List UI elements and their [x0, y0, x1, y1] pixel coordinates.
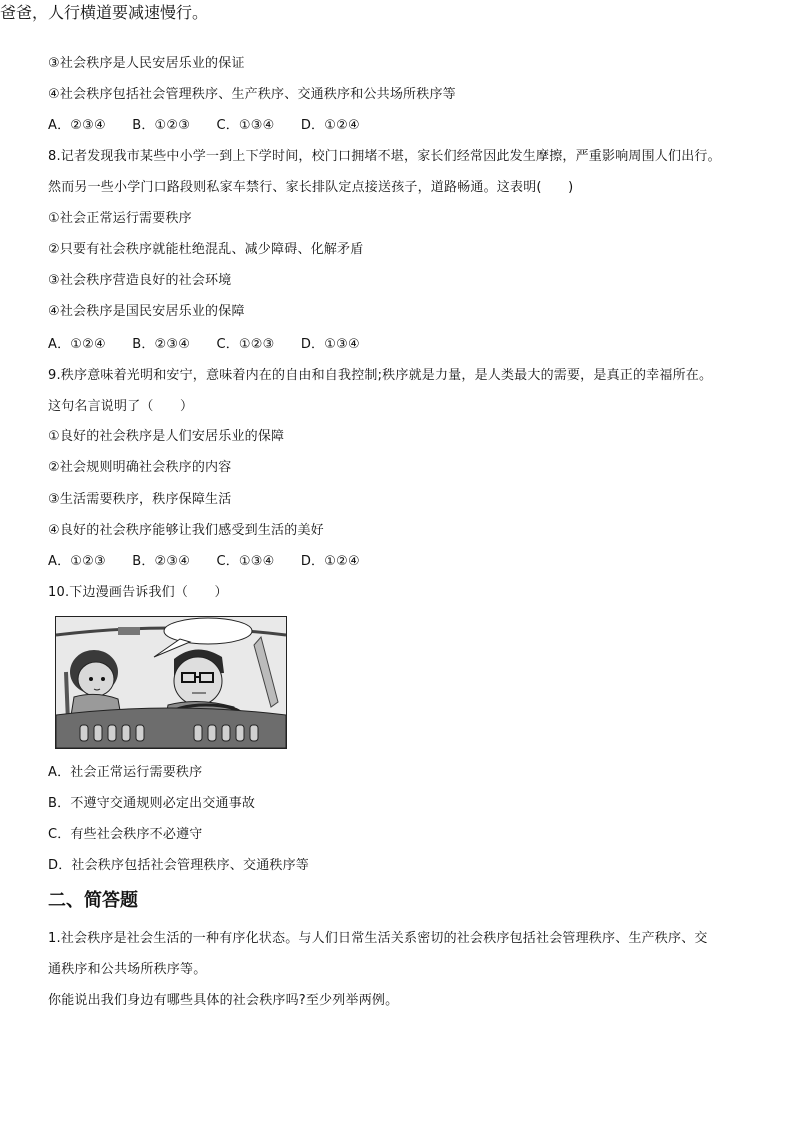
q9-stem-line-2: 这句名言说明了（ ）: [48, 399, 194, 414]
q7-option-b[interactable]: B．①②③: [132, 118, 191, 133]
q7-item-3: ③社会秩序是人民安居乐业的保证: [48, 56, 245, 71]
q9-item-2: ②社会规则明确社会秩序的内容: [48, 460, 232, 475]
q9-item-1: ①良好的社会秩序是人们安居乐业的保障: [48, 429, 285, 444]
sa1-stem-line-2: 通秩序和公共场所秩序等。: [48, 962, 207, 977]
comic-speech-bubble: 爸爸，人行横道要减速慢行。: [0, 3, 209, 22]
q8-stem-line-2: 然而另一些小学门口路段则私家车禁行、家长排队定点接送孩子，道路畅通。这表明( ): [48, 180, 574, 195]
q8-option-a[interactable]: A．①②④: [48, 337, 106, 352]
q8-options: [48, 336, 382, 354]
q8-stem-line-1: 8.记者发现我市某些中小学一到上下学时间，校门口拥堵不堪，家长们经常因此发生摩擦，严重影响周围人们出行。: [48, 149, 721, 164]
q9-item-4: ④良好的社会秩序能够让我们感受到生活的美好: [48, 523, 324, 538]
comic-illustration: [55, 616, 287, 749]
q9-option-a[interactable]: A．①②③: [48, 554, 106, 569]
comic-drawing: [56, 617, 286, 748]
q8-item-1: ①社会正常运行需要秩序: [48, 211, 192, 226]
q10-option-d[interactable]: D．社会秩序包括社会管理秩序、交通秩序等: [48, 858, 310, 873]
q8-option-d[interactable]: D．①③④: [300, 337, 360, 352]
q8-option-b[interactable]: B．②③④: [132, 337, 191, 352]
q9-option-d[interactable]: D．①②④: [300, 554, 360, 569]
q7-option-a[interactable]: A．②③④: [48, 118, 106, 133]
section-heading-short-answer: 二、简答题: [48, 890, 138, 911]
q8-item-3: ③社会秩序营造良好的社会环境: [48, 273, 232, 288]
q10-stem: 10.下边漫画告诉我们（ ）: [48, 585, 228, 600]
q10-option-a[interactable]: A．社会正常运行需要秩序: [48, 765, 203, 780]
q10-option-b[interactable]: B．不遵守交通规则必定出交通事故: [48, 796, 256, 811]
sa1-stem-line-1: 1.社会秩序是社会生活的一种有序化状态。与人们日常生活关系密切的社会秩序包括社会管理秩序、生产秩序、交: [48, 931, 708, 946]
q7-item-4: ④社会秩序包括社会管理秩序、生产秩序、交通秩序和公共场所秩序等: [48, 87, 456, 102]
q9-options: [48, 553, 382, 571]
sa1-stem-line-3: 你能说出我们身边有哪些具体的社会秩序吗?至少列举两例。: [48, 993, 399, 1008]
q8-option-c[interactable]: C．①②③: [216, 337, 275, 352]
q8-item-4: ④社会秩序是国民安居乐业的保障: [48, 304, 245, 319]
q9-option-c[interactable]: C．①③④: [216, 554, 275, 569]
q10-option-c[interactable]: C．有些社会秩序不必遵守: [48, 827, 203, 842]
q7-option-d[interactable]: D．①②④: [300, 118, 360, 133]
q7-option-c[interactable]: C．①③④: [216, 118, 275, 133]
q9-option-b[interactable]: B．②③④: [132, 554, 191, 569]
q9-stem-line-1: 9.秩序意味着光明和安宁，意味着内在的自由和自我控制;秩序就是力量，是人类最大的需要，是真正的幸福所在。: [48, 368, 713, 383]
q8-item-2: ②只要有社会秩序就能杜绝混乱、减少障碍、化解矛盾: [48, 242, 364, 257]
q7-options: [48, 117, 382, 135]
q9-item-3: ③生活需要秩序，秩序保障生活: [48, 492, 232, 507]
